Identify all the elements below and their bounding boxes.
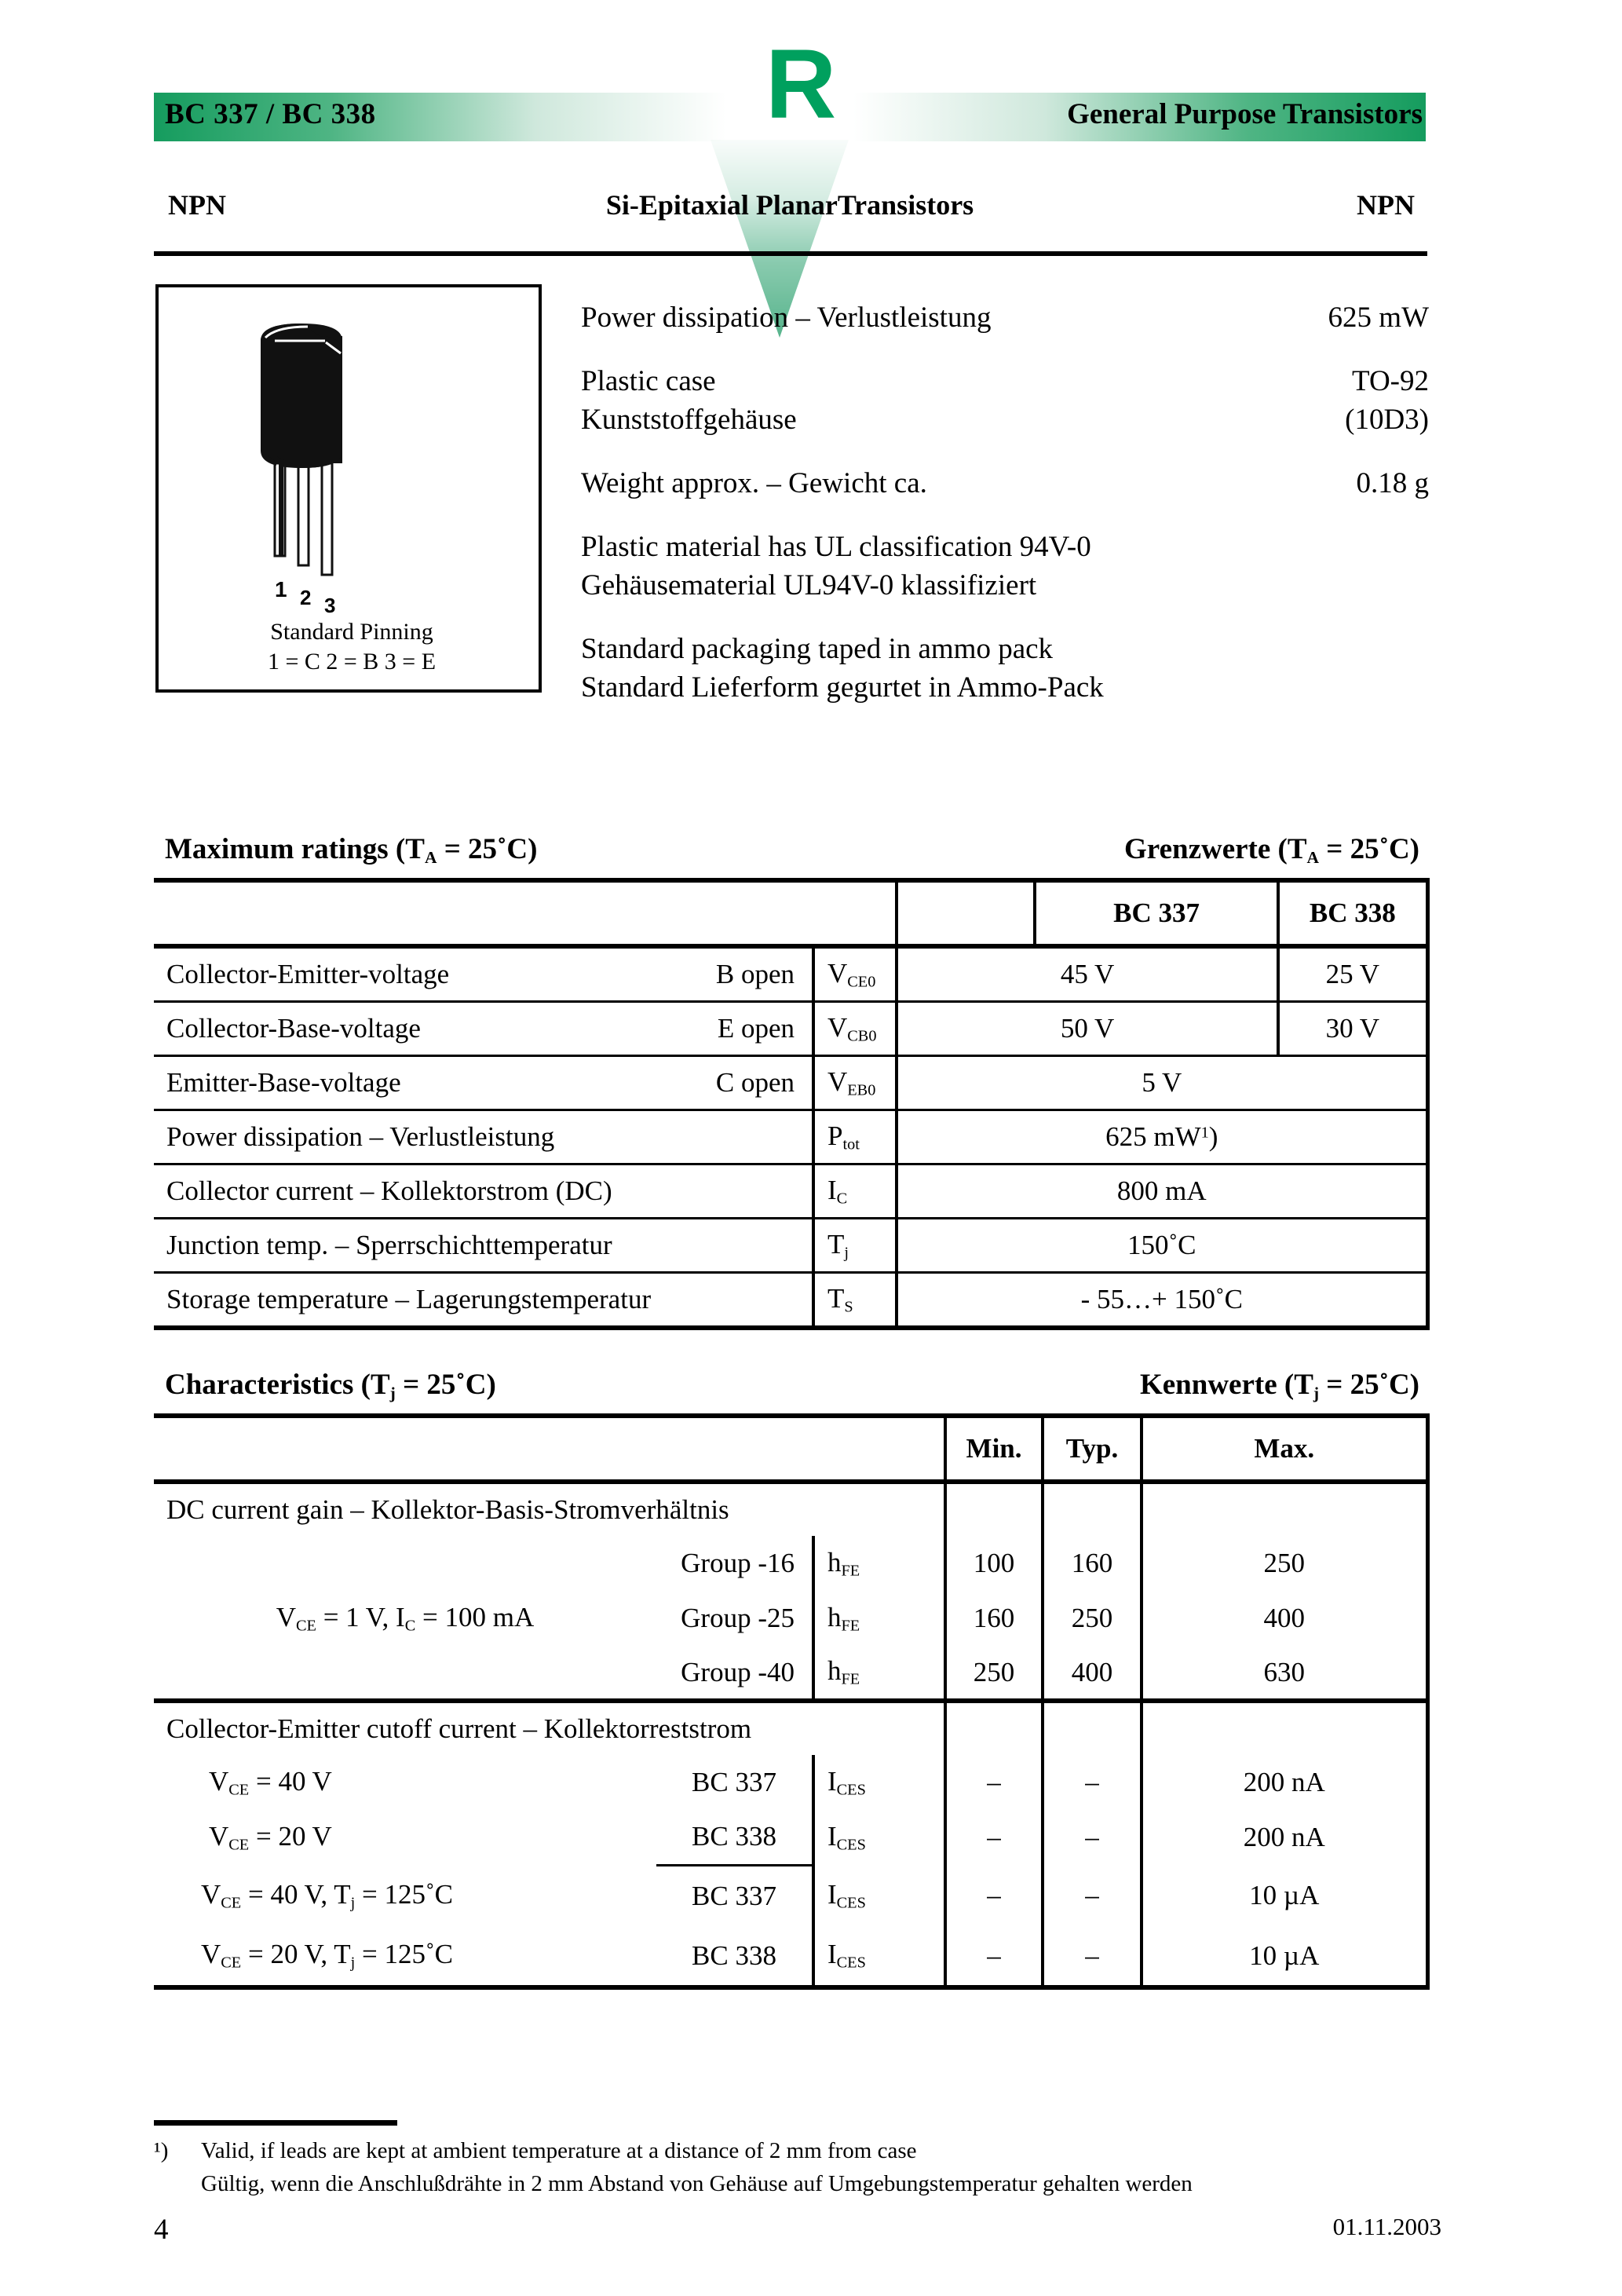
- npn-label-right: NPN: [1357, 189, 1415, 221]
- row-label: Collector-Base-voltage: [166, 1013, 421, 1044]
- col-header-bc338: BC 338: [1278, 880, 1427, 946]
- footnote: [154, 2134, 1441, 2200]
- row-symbol: $I_{CES}$: [813, 1865, 945, 1926]
- row-condition: B open: [715, 959, 795, 989]
- row-type: BC 338: [656, 1810, 813, 1865]
- row-type: BC 338: [692, 1940, 776, 1971]
- row-bias: $V_{CE} = 40$ V, $T_j$ = 125˚C: [201, 1878, 453, 1912]
- row-symbol: $h_{FE}$: [813, 1591, 945, 1646]
- row-value-bc337: 45 V: [897, 946, 1278, 1002]
- spec-label: Standard Lieferform gegurtet in Ammo-Pack: [581, 671, 1104, 704]
- row-symbol: $V_{CB0}$: [813, 1002, 897, 1056]
- footnote-line-en: Valid, if leads are kept at ambient temperature at a distance of 2 mm from case: [201, 2138, 917, 2163]
- row-value-min: 160: [945, 1591, 1043, 1646]
- row-value-shared: 150˚C: [897, 1219, 1427, 1273]
- row-symbol: $I_C$: [813, 1164, 897, 1219]
- footnote-divider: [154, 2120, 397, 2126]
- row-condition: E open: [717, 1013, 795, 1044]
- row-value-bc338: 30 V: [1278, 1002, 1427, 1056]
- row-value-shared: 625 $mW^1$): [897, 1110, 1427, 1164]
- row-value-min: –: [945, 1810, 1043, 1865]
- row-value-typ: 160: [1043, 1536, 1142, 1591]
- row-condition: Group -16: [681, 1548, 795, 1578]
- row-condition: [656, 1219, 813, 1273]
- table-row: [154, 1810, 1427, 1865]
- spec-label: Plastic material has UL classification 94V-0: [581, 531, 1091, 563]
- spec-label: Plastic case: [581, 365, 716, 397]
- row-label: Collector-Emitter-voltage: [166, 959, 450, 989]
- row-label: Power dissipation – Verlustleistung: [166, 1121, 555, 1152]
- table-row: [154, 1002, 1427, 1056]
- spec-weight: [581, 464, 1429, 503]
- spec-label: Power dissipation – Verlustleistung: [581, 302, 992, 334]
- row-symbol: $V_{EB0}$: [813, 1056, 897, 1110]
- row-symbol: $T_j$: [813, 1219, 897, 1273]
- row-value-min: –: [945, 1865, 1043, 1926]
- spec-value: (10D3): [1345, 404, 1429, 436]
- device-subtitle: Si-Epitaxial PlanarTransistors: [605, 189, 974, 221]
- col-header-bc337: BC 337: [1035, 880, 1278, 946]
- row-value-shared: - 55…+ 150˚C: [897, 1273, 1427, 1329]
- group-title-row: [154, 1482, 1427, 1536]
- row-value-shared: 800 mA: [897, 1164, 1427, 1219]
- max-ratings-table: [154, 878, 1430, 1330]
- spec-label: Weight approx. – Gewicht ca.: [581, 467, 927, 499]
- svg-text:3: 3: [324, 594, 336, 617]
- row-value-typ: –: [1043, 1926, 1142, 1987]
- spec-label: Standard packaging taped in ammo pack: [581, 633, 1054, 665]
- spec-plastic-case: [581, 362, 1429, 400]
- characteristics-table: [154, 1413, 1430, 1990]
- row-label: Junction temp. – Sperrschichttemperatur: [166, 1230, 612, 1260]
- page-number: 4: [154, 2214, 169, 2246]
- spec-value: TO-92: [1352, 365, 1429, 397]
- row-label: Emitter-Base-voltage: [166, 1067, 401, 1098]
- row-symbol: $h_{FE}$: [813, 1646, 945, 1701]
- row-value-typ: 250: [1043, 1591, 1142, 1646]
- row-symbol: $P_{tot}$: [813, 1110, 897, 1164]
- row-bias: $V_{CE} = 20$ V: [209, 1820, 332, 1854]
- package-caption: [159, 617, 545, 677]
- spec-label: Kunststoffgehäuse: [581, 404, 797, 436]
- row-condition: Group -40: [681, 1656, 795, 1687]
- characteristics-caption-left: Characteristics ($T_j$ = 25˚C): [165, 1369, 496, 1402]
- spec-value: 625 mW: [1328, 302, 1429, 334]
- row-bias: $V_{CE} = 20$ V, $T_j$ = 125˚C: [201, 1939, 453, 1972]
- spec-kunststoffgehaeuse: [581, 400, 1429, 439]
- npn-label-left: NPN: [168, 189, 226, 221]
- table-row: [154, 1164, 1427, 1219]
- table-row: [154, 1536, 1427, 1591]
- row-value-bc338: 25 V: [1278, 946, 1427, 1002]
- row-value-max: 200 nA: [1142, 1755, 1427, 1810]
- row-condition: C open: [715, 1067, 795, 1098]
- row-value-typ: –: [1043, 1755, 1142, 1810]
- row-value-min: 250: [945, 1646, 1043, 1701]
- row-type: BC 337: [692, 1880, 776, 1911]
- logo-r-icon: R: [765, 30, 837, 139]
- footnote-line-de: Gültig, wenn die Anschlußdrähte in 2 mm Abstand von Gehäuse auf Umgebungstemperatur gehalten werden: [201, 2171, 1193, 2196]
- row-value-min: –: [945, 1926, 1043, 1987]
- row-value-max: 200 nA: [1142, 1810, 1427, 1865]
- row-value-bc337: 50 V: [897, 1002, 1278, 1056]
- table-row: [154, 1926, 1427, 1987]
- row-label: Collector current – Kollektorstrom (DC): [166, 1175, 612, 1206]
- row-bias: $V_{CE} = 40$ V: [209, 1765, 332, 1799]
- max-ratings-caption-right: Grenzwerte ($T_A$ = 25˚C): [1124, 833, 1419, 867]
- row-value-min: –: [945, 1755, 1043, 1810]
- table-row: [154, 946, 1427, 1002]
- row-symbol: $T_S$: [813, 1273, 897, 1329]
- svg-text:2: 2: [300, 586, 312, 609]
- table-row: [154, 1755, 1427, 1810]
- row-value-max: 250: [1142, 1536, 1427, 1591]
- table-header-row: [154, 880, 1427, 946]
- spec-ul-de: [581, 566, 1429, 605]
- table-row: [154, 1110, 1427, 1164]
- row-condition: Group -25: [681, 1603, 795, 1633]
- footnote-marker: ¹): [154, 2138, 169, 2163]
- svg-text:1: 1: [275, 577, 287, 601]
- group-title: Collector-Emitter cutoff current – Kollektorreststrom: [166, 1713, 752, 1744]
- row-value-min: 100: [945, 1536, 1043, 1591]
- row-symbol: $I_{CES}$: [813, 1810, 945, 1865]
- specification-list: [581, 298, 1429, 707]
- row-label: Storage temperature – Lagerungstemperatur: [166, 1284, 652, 1314]
- row-value-shared: 5 V: [897, 1056, 1427, 1110]
- table-row: [154, 1646, 1427, 1701]
- header-product-family: General Purpose Transistors: [1067, 98, 1423, 130]
- col-header-typ: Typ.: [1043, 1416, 1142, 1482]
- row-condition: [656, 1273, 813, 1329]
- group-title: DC current gain – Kollektor-Basis-Stromverhältnis: [166, 1494, 729, 1525]
- row-value-max: 630: [1142, 1646, 1427, 1701]
- revision-date: 01.11.2003: [1332, 2213, 1441, 2240]
- spec-label: Gehäusematerial UL94V-0 klassifiziert: [581, 569, 1037, 601]
- table-header-row: [154, 1416, 1427, 1482]
- package-caption-line1: Standard Pinning: [270, 619, 433, 645]
- row-symbol: $I_{CES}$: [813, 1926, 945, 1987]
- table-row: [154, 1591, 1427, 1646]
- row-value-typ: 400: [1043, 1646, 1142, 1701]
- row-value-max: 400: [1142, 1591, 1427, 1646]
- row-condition: [656, 1110, 813, 1164]
- spec-ul-en: [581, 528, 1429, 566]
- row-value-max: 10 µA: [1142, 1865, 1427, 1926]
- row-type: BC 337: [692, 1767, 776, 1797]
- table-row: [154, 1056, 1427, 1110]
- table-row: [154, 1273, 1427, 1329]
- group-title-row: [154, 1701, 1427, 1755]
- characteristics-caption-right: Kennwerte ($T_j$ = 25˚C): [1139, 1369, 1419, 1402]
- spec-value: 0.18 g: [1356, 467, 1429, 499]
- header-part-number: BC 337 / BC 338: [165, 98, 376, 130]
- col-header-min: Min.: [945, 1416, 1043, 1482]
- package-caption-line2: 1 = C 2 = B 3 = E: [267, 649, 437, 675]
- row-symbol: $V_{CE0}$: [813, 946, 897, 1002]
- col-header-max: Max.: [1142, 1416, 1427, 1482]
- spec-packaging-de: [581, 668, 1429, 707]
- row-symbol: $I_{CES}$: [813, 1755, 945, 1810]
- row-symbol: $h_{FE}$: [813, 1536, 945, 1591]
- group-condition: $V_{CE} = 1$ V, $I_C = 100$ mA: [276, 1601, 535, 1635]
- package-drawing-box: [155, 284, 542, 693]
- table-row: [154, 1219, 1427, 1273]
- row-value-max: 10 µA: [1142, 1926, 1427, 1987]
- spec-power-dissipation: [581, 298, 1429, 337]
- spec-packaging-en: [581, 630, 1429, 668]
- header-divider: [154, 251, 1427, 256]
- max-ratings-caption-left: Maximum ratings ($T_A$ = 25˚C): [165, 833, 538, 867]
- npn-row: [154, 188, 1426, 237]
- row-value-typ: –: [1043, 1865, 1142, 1926]
- row-condition: [656, 1164, 813, 1219]
- row-value-typ: –: [1043, 1810, 1142, 1865]
- table-row: [154, 1865, 1427, 1926]
